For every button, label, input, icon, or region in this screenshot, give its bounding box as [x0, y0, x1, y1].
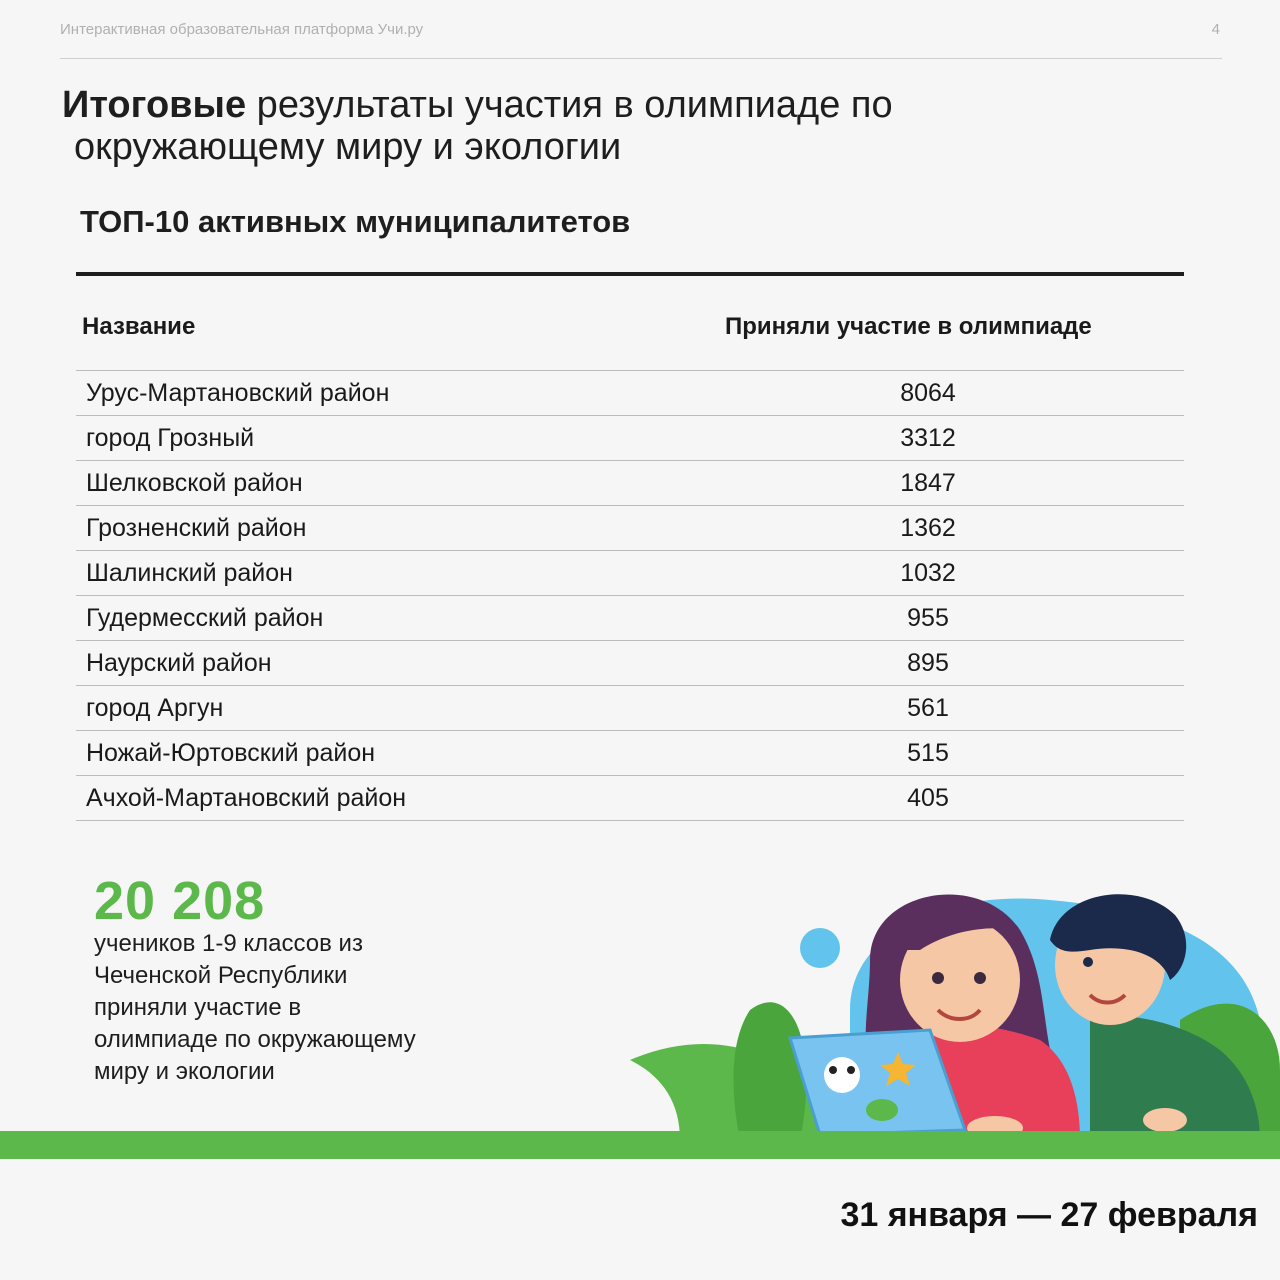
cell-count: 515	[907, 739, 949, 767]
table-row	[76, 416, 1184, 461]
title-line2: окружающему миру и экологии	[74, 126, 622, 168]
cell-name: Урус-Мартановский район	[86, 379, 390, 407]
table-row	[76, 686, 1184, 731]
table-row	[76, 371, 1184, 416]
cell-name: Шалинский район	[86, 559, 293, 587]
green-footer-band	[0, 1131, 1280, 1159]
cell-name: Наурский район	[86, 649, 272, 677]
cell-count: 1362	[900, 514, 956, 542]
cell-name: Шелковской район	[86, 469, 303, 497]
cell-name: Грозненский район	[86, 514, 307, 542]
cell-name: город Аргун	[86, 694, 224, 722]
results-table	[76, 272, 1184, 821]
cell-name: Гудермесский район	[86, 604, 324, 632]
table-row	[76, 641, 1184, 686]
table-row	[76, 551, 1184, 596]
header-bar	[60, 18, 1222, 59]
cell-name: Ачхой-Мартановский район	[86, 784, 407, 812]
title-rest: результаты участия в олимпиаде по	[246, 84, 893, 126]
total-description: учеников 1-9 классов из Чеченской Республики приняли участие в олимпиаде по окружающему миру и экологии	[94, 930, 416, 1085]
title-bold: Итоговые	[62, 84, 247, 126]
page-number: 4	[1211, 21, 1220, 38]
table-row	[76, 506, 1184, 551]
page-title	[62, 84, 1062, 168]
total-participants: 20 208	[94, 871, 266, 931]
cell-count: 561	[907, 694, 949, 722]
cell-name: Ножай-Юртовский район	[86, 739, 376, 767]
section-subtitle: ТОП-10 активных муниципалитетов	[80, 204, 631, 239]
cell-count: 1032	[900, 559, 956, 587]
cell-name: город Грозный	[86, 424, 255, 452]
table-row	[76, 461, 1184, 506]
header-participants: Приняли участие в олимпиаде	[725, 313, 1092, 340]
cell-count: 3312	[900, 424, 956, 452]
table-row	[76, 776, 1184, 821]
table-header	[76, 276, 1184, 371]
children-laptop-illustration	[620, 870, 1280, 1140]
olympiad-dates: 31 января — 27 февраля	[840, 1196, 1258, 1234]
header-name: Название	[82, 313, 196, 340]
platform-name: Интерактивная образовательная платформа Учи.ру	[60, 21, 424, 38]
cell-count: 1847	[900, 469, 956, 497]
cell-count: 895	[907, 649, 949, 677]
table-row	[76, 596, 1184, 641]
cell-count: 8064	[900, 379, 956, 407]
cell-count: 405	[907, 784, 949, 812]
table-row	[76, 731, 1184, 776]
cell-count: 955	[907, 604, 949, 632]
